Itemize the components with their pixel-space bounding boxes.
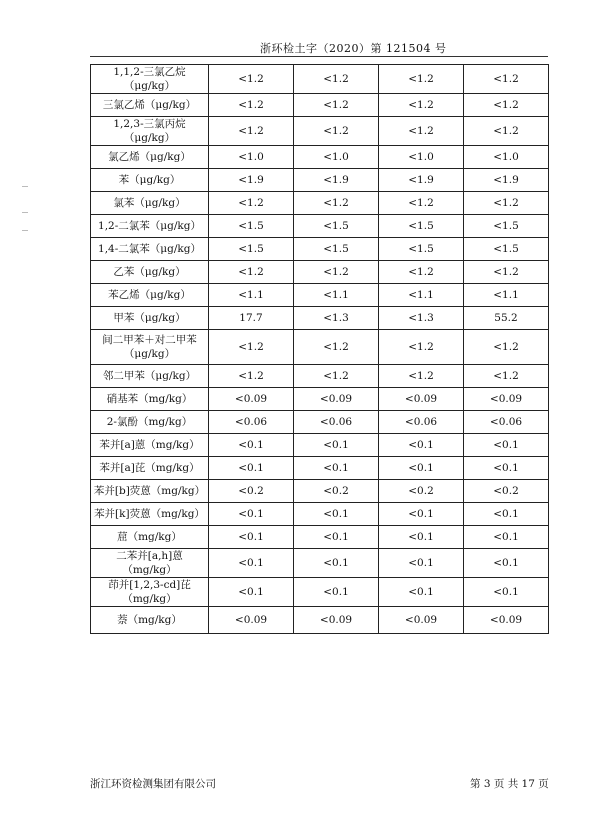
value-cell: <0.06 xyxy=(294,411,379,434)
value-cell: <0.09 xyxy=(294,607,379,634)
value-cell: <0.06 xyxy=(209,411,294,434)
table-row xyxy=(91,261,549,284)
value-cell: <0.1 xyxy=(209,578,294,607)
parameter-cell: 1,2,3-三氯丙烷（μg/kg） xyxy=(91,117,209,146)
table-row xyxy=(91,146,549,169)
page-number: 第 3 页 共 17 页 xyxy=(470,778,549,790)
parameter-cell: 二苯并[a,h]蒽（mg/kg） xyxy=(91,549,209,578)
value-cell: <1.9 xyxy=(209,169,294,192)
table-row xyxy=(91,549,549,578)
value-cell: <1.2 xyxy=(209,117,294,146)
value-cell: <1.2 xyxy=(209,192,294,215)
parameter-cell: 苯并[k]荧蒽（mg/kg） xyxy=(91,503,209,526)
table-row xyxy=(91,330,549,365)
parameter-cell: 硝基苯（mg/kg） xyxy=(91,388,209,411)
value-cell: <1.9 xyxy=(379,169,464,192)
parameter-cell: 苯并[a]蒽（mg/kg） xyxy=(91,434,209,457)
value-cell: <1.1 xyxy=(379,284,464,307)
parameter-cell: 苯乙烯（μg/kg） xyxy=(91,284,209,307)
company-name: 浙江环资检测集团有限公司 xyxy=(90,778,216,790)
value-cell: <1.2 xyxy=(209,94,294,117)
value-cell: <0.2 xyxy=(209,480,294,503)
value-cell: <0.1 xyxy=(294,457,379,480)
parameter-cell: 邻二甲苯（μg/kg） xyxy=(91,365,209,388)
table-row xyxy=(91,526,549,549)
value-cell: <0.1 xyxy=(294,578,379,607)
value-cell: <1.2 xyxy=(379,192,464,215)
parameter-cell: 苯（μg/kg） xyxy=(91,169,209,192)
value-cell: <0.1 xyxy=(464,434,549,457)
value-cell: <1.1 xyxy=(294,284,379,307)
value-cell: <0.2 xyxy=(294,480,379,503)
value-cell: <0.1 xyxy=(209,526,294,549)
margin-mark xyxy=(22,212,28,213)
value-cell: <0.1 xyxy=(379,549,464,578)
value-cell: <0.1 xyxy=(464,549,549,578)
value-cell: <1.3 xyxy=(294,307,379,330)
value-cell: <1.2 xyxy=(464,365,549,388)
value-cell: <0.09 xyxy=(209,388,294,411)
value-cell: <0.09 xyxy=(464,388,549,411)
parameter-cell: 茚并[1,2,3-cd]芘（mg/kg） xyxy=(91,578,209,607)
parameter-cell: 1,2-二氯苯（μg/kg） xyxy=(91,215,209,238)
value-cell: <0.1 xyxy=(464,578,549,607)
parameter-cell: 䓛（mg/kg） xyxy=(91,526,209,549)
value-cell: <0.09 xyxy=(379,607,464,634)
parameter-cell: 1,1,2-三氯乙烷（μg/kg） xyxy=(91,65,209,94)
table-row xyxy=(91,94,549,117)
value-cell: <1.0 xyxy=(464,146,549,169)
value-cell: <1.2 xyxy=(379,94,464,117)
value-cell: <0.1 xyxy=(464,526,549,549)
value-cell: <1.5 xyxy=(379,238,464,261)
parameter-cell: 2-氯酚（mg/kg） xyxy=(91,411,209,434)
table-row xyxy=(91,480,549,503)
value-cell: <0.2 xyxy=(464,480,549,503)
value-cell: <1.2 xyxy=(464,117,549,146)
value-cell: <1.2 xyxy=(294,65,379,94)
table-row xyxy=(91,284,549,307)
parameter-cell: 三氯乙烯（μg/kg） xyxy=(91,94,209,117)
value-cell: <1.2 xyxy=(379,65,464,94)
value-cell: <0.1 xyxy=(379,578,464,607)
value-cell: <1.2 xyxy=(464,192,549,215)
value-cell: <0.1 xyxy=(209,503,294,526)
value-cell: <1.5 xyxy=(294,238,379,261)
table-row xyxy=(91,457,549,480)
value-cell: <0.09 xyxy=(464,607,549,634)
value-cell: <0.1 xyxy=(294,526,379,549)
table-row xyxy=(91,607,549,634)
value-cell: <0.1 xyxy=(209,434,294,457)
table-row xyxy=(91,388,549,411)
value-cell: 55.2 xyxy=(464,307,549,330)
value-cell: <1.2 xyxy=(464,94,549,117)
parameter-cell: 苯并[a]芘（mg/kg） xyxy=(91,457,209,480)
parameter-cell: 氯乙烯（μg/kg） xyxy=(91,146,209,169)
header-rule xyxy=(90,56,548,57)
parameter-cell: 甲苯（μg/kg） xyxy=(91,307,209,330)
value-cell: <1.2 xyxy=(294,330,379,365)
value-cell: <1.2 xyxy=(294,261,379,284)
value-cell: <1.2 xyxy=(209,261,294,284)
value-cell: <1.2 xyxy=(464,330,549,365)
value-cell: <1.2 xyxy=(379,330,464,365)
value-cell: <0.1 xyxy=(464,503,549,526)
value-cell: <0.1 xyxy=(379,503,464,526)
margin-mark xyxy=(22,230,28,231)
table-row xyxy=(91,307,549,330)
report-number: 浙环检土字（2020）第 121504 号 xyxy=(260,42,447,55)
table-row xyxy=(91,365,549,388)
value-cell: <1.2 xyxy=(294,365,379,388)
value-cell: <0.1 xyxy=(379,434,464,457)
parameter-cell: 萘（mg/kg） xyxy=(91,607,209,634)
value-cell: <1.2 xyxy=(379,117,464,146)
value-cell: <0.1 xyxy=(294,434,379,457)
value-cell: <1.2 xyxy=(464,261,549,284)
results-table xyxy=(90,64,549,634)
value-cell: <0.1 xyxy=(379,526,464,549)
value-cell: <1.2 xyxy=(294,94,379,117)
value-cell: <1.2 xyxy=(379,261,464,284)
value-cell: <0.06 xyxy=(464,411,549,434)
value-cell: <1.0 xyxy=(209,146,294,169)
table-row xyxy=(91,65,549,94)
table-row xyxy=(91,434,549,457)
value-cell: <1.3 xyxy=(379,307,464,330)
value-cell: <1.5 xyxy=(379,215,464,238)
value-cell: <1.1 xyxy=(464,284,549,307)
value-cell: <1.2 xyxy=(379,365,464,388)
table-row xyxy=(91,238,549,261)
value-cell: <1.5 xyxy=(209,238,294,261)
table-row xyxy=(91,169,549,192)
value-cell: <0.2 xyxy=(379,480,464,503)
value-cell: <1.0 xyxy=(379,146,464,169)
value-cell: <0.1 xyxy=(294,503,379,526)
parameter-cell: 苯并[b]荧蒽（mg/kg） xyxy=(91,480,209,503)
table-row xyxy=(91,192,549,215)
parameter-cell: 间二甲苯＋对二甲苯（μg/kg） xyxy=(91,330,209,365)
value-cell: <0.06 xyxy=(379,411,464,434)
parameter-cell: 乙苯（μg/kg） xyxy=(91,261,209,284)
value-cell: <1.2 xyxy=(209,330,294,365)
value-cell: <1.2 xyxy=(294,117,379,146)
value-cell: <1.2 xyxy=(209,65,294,94)
value-cell: <1.2 xyxy=(464,65,549,94)
value-cell: <0.1 xyxy=(209,549,294,578)
value-cell: <0.1 xyxy=(209,457,294,480)
table-row xyxy=(91,503,549,526)
value-cell: <1.5 xyxy=(464,215,549,238)
value-cell: <1.9 xyxy=(464,169,549,192)
table-row xyxy=(91,215,549,238)
value-cell: <1.0 xyxy=(294,146,379,169)
value-cell: <0.1 xyxy=(379,457,464,480)
value-cell: 17.7 xyxy=(209,307,294,330)
value-cell: <1.1 xyxy=(209,284,294,307)
value-cell: <1.5 xyxy=(209,215,294,238)
value-cell: <1.2 xyxy=(209,365,294,388)
value-cell: <0.1 xyxy=(464,457,549,480)
value-cell: <1.9 xyxy=(294,169,379,192)
table-row xyxy=(91,411,549,434)
value-cell: <0.09 xyxy=(294,388,379,411)
table-row xyxy=(91,578,549,607)
parameter-cell: 1,4-二氯苯（μg/kg） xyxy=(91,238,209,261)
value-cell: <1.5 xyxy=(294,215,379,238)
value-cell: <1.2 xyxy=(294,192,379,215)
table-row xyxy=(91,117,549,146)
parameter-cell: 氯苯（μg/kg） xyxy=(91,192,209,215)
margin-mark xyxy=(22,186,28,187)
value-cell: <0.09 xyxy=(209,607,294,634)
value-cell: <0.09 xyxy=(379,388,464,411)
value-cell: <1.5 xyxy=(464,238,549,261)
value-cell: <0.1 xyxy=(294,549,379,578)
